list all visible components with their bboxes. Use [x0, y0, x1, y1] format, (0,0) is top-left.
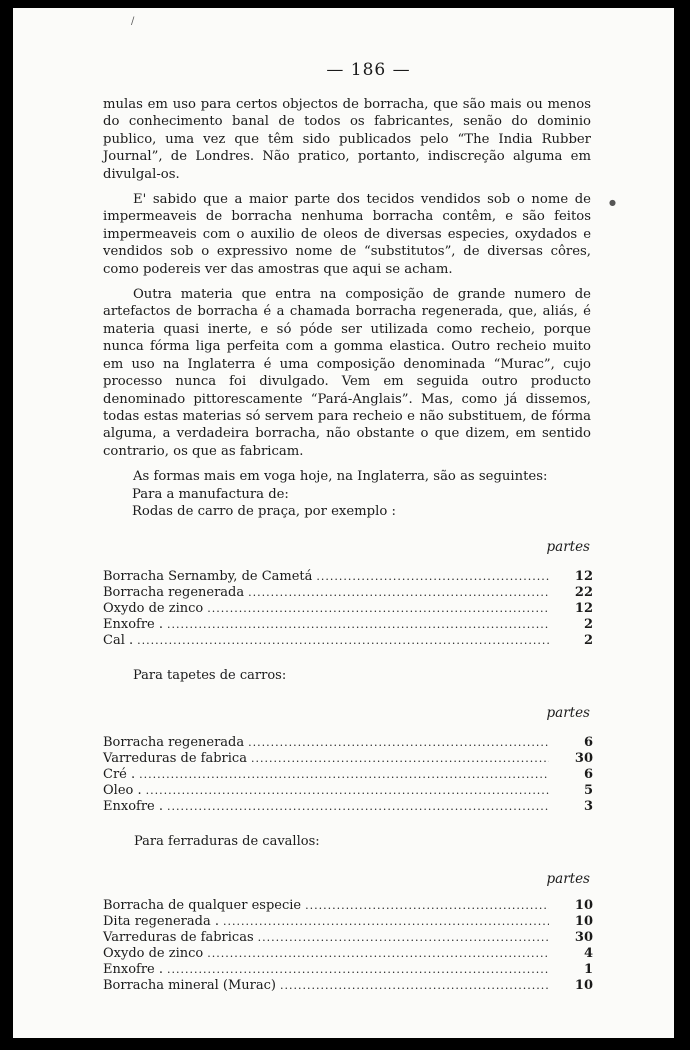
table-row [103, 633, 593, 649]
recipe-title: Para tapetes de carros: [133, 668, 287, 683]
amount: 30 [574, 751, 593, 766]
ingredient: Borracha de qualquer especie [103, 898, 302, 913]
partes-header: partes [546, 705, 590, 721]
amount: 5 [583, 783, 593, 798]
recipe-table [103, 735, 593, 815]
page-number: — 186 — [326, 60, 411, 80]
recipe-table [103, 898, 593, 994]
partes-header: partes [546, 539, 590, 555]
table-row [103, 601, 593, 617]
table-row [103, 569, 593, 585]
table-row [103, 898, 593, 914]
table-row [103, 585, 593, 601]
amount: 1 [583, 962, 593, 977]
ingredient: Enxofre . [103, 962, 164, 977]
recipe-title: Para ferraduras de cavallos: [134, 834, 320, 849]
paragraph: mulas em uso para certos objectos de borracha, que são mais ou menos do conhecimento banal de todos os fabricantes, senão do dominio publico, uma vez que têm sido publicados pelo “The India Rubber Journal”, de Londres. Não pratico, portanto, indiscreção alguma em divulgal-os. [103, 97, 591, 182]
ingredient: Borracha regenerada [103, 585, 245, 600]
scanned-page [13, 8, 674, 1038]
amount: 3 [583, 799, 593, 814]
partes-header: partes [546, 871, 590, 887]
table-row [103, 735, 593, 751]
table-row [103, 751, 593, 767]
amount: 12 [574, 601, 593, 616]
amount: 6 [583, 767, 593, 782]
ingredient: Borracha Sernamby, de Cametá [103, 569, 313, 584]
amount: 2 [583, 633, 593, 648]
ingredient: Oxydo de zinco [103, 946, 204, 961]
paragraph: Outra materia que entra na composição de grande numero de artefactos de borracha é a chamada borracha regenerada, que, aliás, é materia quasi inerte, e só póde ser utilizada como recheio, porque nunca fórma liga perfeita com a gomma elastica. Outro recheio muito em uso na Inglaterra é uma composição denominada “Murac”, cujo processo nunca foi divulgado. Vem em seguida outro producto denominado pittorescamente “Pará-Anglais”. Mas, como já dissemos, todas estas materias só servem para recheio e não substituem, de fórma alguma, a verdadeira borracha, não obstante o que dizem, em sentido contrario, os que as fabricam. [103, 287, 591, 459]
ingredient: Cal . [103, 633, 134, 648]
ingredient: Borracha mineral (Murac) [103, 978, 276, 993]
ingredient: Borracha regenerada [103, 735, 245, 750]
table-row [103, 930, 593, 946]
amount: 10 [574, 898, 593, 913]
amount: 12 [574, 569, 593, 584]
paragraph: As formas mais em voga hoje, na Inglaterra, são as seguintes: [133, 469, 548, 485]
ingredient: Dita regenerada . [103, 914, 219, 929]
table-row [103, 783, 593, 799]
table-row [103, 767, 593, 783]
ingredient: Oxydo de zinco [103, 601, 204, 616]
table-row [103, 978, 593, 994]
ingredient: Cré . [103, 767, 136, 782]
amount: 30 [574, 930, 593, 945]
table-row [103, 946, 593, 962]
amount: 6 [583, 735, 593, 750]
intro-line: Rodas de carro de praça, por exemplo : [132, 503, 396, 519]
ingredient: Varreduras de fabricas [103, 930, 254, 945]
amount: 10 [574, 914, 593, 929]
amount: 2 [583, 617, 593, 632]
table-row [103, 617, 593, 633]
table-row [103, 799, 593, 815]
amount: 10 [574, 978, 593, 993]
intro-line: Para a manufactura de: [132, 486, 289, 502]
ingredient: Enxofre . [103, 799, 164, 814]
paragraph: E' sabido que a maior parte dos tecidos vendidos sob o nome de impermeaveis de borracha nenhuma borracha contêm, e são feitos impermeaveis com o auxilio de oleos de diversas especies, oxydados e vendidos sob o expressivo nome de “substitutos”, de diversas côres, como podereis ver das amostras que aqui se acham. [103, 192, 591, 277]
ingredient: Enxofre . [103, 617, 164, 632]
table-row [103, 962, 593, 978]
amount: 22 [574, 585, 593, 600]
ingredient: Varreduras de fabrica [103, 751, 247, 766]
scan-speck: / [131, 16, 135, 27]
table-row [103, 914, 593, 930]
recipe-table [103, 569, 593, 649]
body-text [103, 96, 591, 520]
amount: 4 [583, 946, 593, 961]
ingredient: Oleo . [103, 783, 142, 798]
scan-speck: ● [609, 198, 616, 207]
